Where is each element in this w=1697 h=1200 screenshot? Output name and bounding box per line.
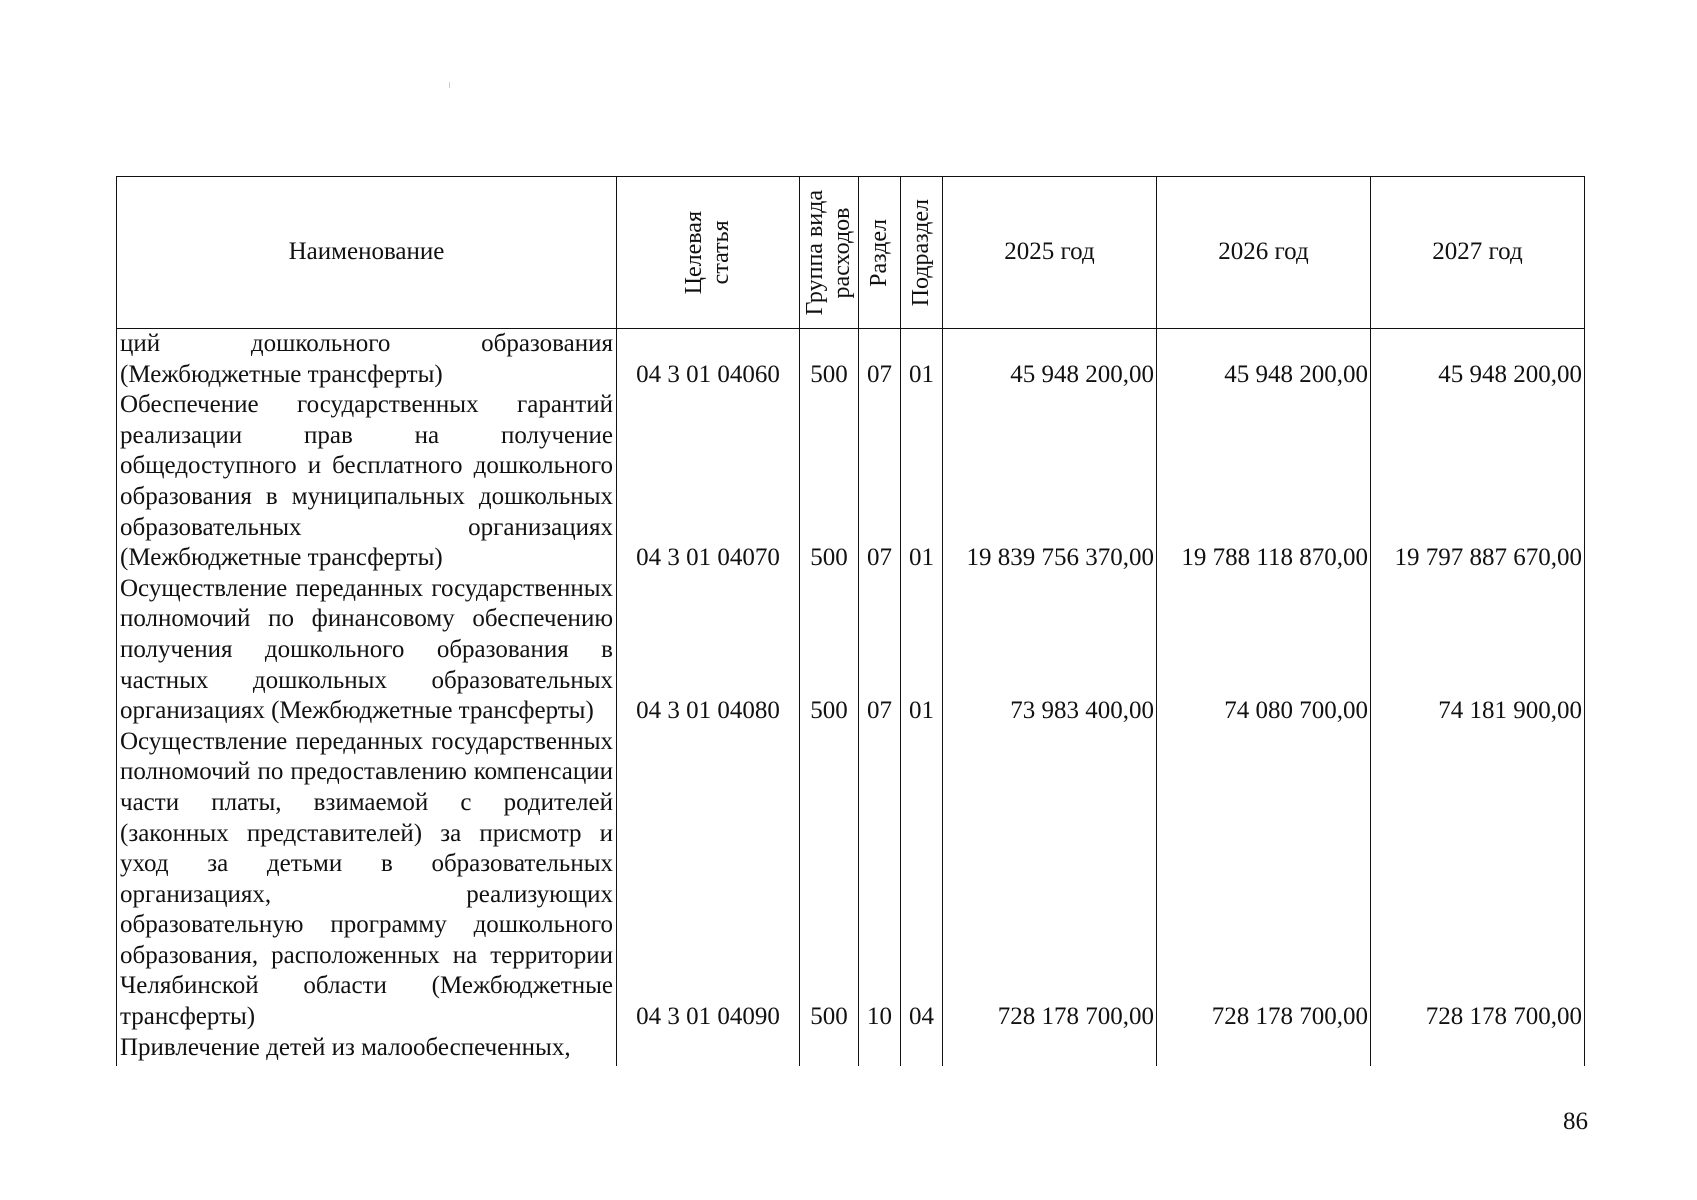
row-target-article (617, 1033, 800, 1066)
header-subsection-label: Подраздел (908, 198, 934, 307)
header-section (859, 177, 901, 329)
row-section (859, 1033, 901, 1066)
row-expense-group: 500 (800, 390, 859, 574)
row-target-article: 04 3 01 04060 (617, 329, 800, 391)
row-section: 07 (859, 329, 901, 391)
row-section: 10 (859, 727, 901, 1033)
row-amount-2027: 45 948 200,00 (1371, 329, 1585, 391)
row-amount-2026: 74 080 700,00 (1157, 574, 1371, 727)
row-target-article: 04 3 01 04070 (617, 390, 800, 574)
table-row (117, 390, 1585, 574)
row-name: ций дошкольного образования (Межбюджетные трансферты) (117, 329, 617, 391)
row-expense-group: 500 (800, 574, 859, 727)
row-amount-2025: 728 178 700,00 (943, 727, 1157, 1033)
header-expense-group (800, 177, 859, 329)
row-expense-group: 500 (800, 727, 859, 1033)
row-amount-2027: 728 178 700,00 (1371, 727, 1585, 1033)
header-expense-line1: Группа вида (802, 189, 828, 316)
page-number: 86 (1563, 1108, 1588, 1135)
header-year-2027: 2027 год (1371, 177, 1585, 329)
header-target-article (617, 177, 800, 329)
scan-artifact (449, 82, 450, 88)
header-target-line1: Целевая (681, 210, 707, 295)
row-expense-group: 500 (800, 329, 859, 391)
table-row (117, 1033, 1585, 1066)
header-target-line2: статья (708, 220, 734, 285)
row-amount-2025: 73 983 400,00 (943, 574, 1157, 727)
row-amount-2026: 19 788 118 870,00 (1157, 390, 1371, 574)
row-amount-2027 (1371, 1033, 1585, 1066)
row-section: 07 (859, 574, 901, 727)
row-amount-2025 (943, 1033, 1157, 1066)
header-section-label: Раздел (866, 218, 892, 287)
row-expense-group (800, 1033, 859, 1066)
row-name: Обеспечение государственных гарантий реализации прав на получение общедоступного и бесплатного дошкольного образования в муниципальных дошкольных образовательных организациях (Межбюджетные трансферты) (117, 390, 617, 574)
budget-table (116, 176, 1585, 1066)
row-subsection: 04 (901, 727, 943, 1033)
table-row (117, 574, 1585, 727)
header-year-2025: 2025 год (943, 177, 1157, 329)
row-amount-2027: 74 181 900,00 (1371, 574, 1585, 727)
header-subsection (901, 177, 943, 329)
row-amount-2027: 19 797 887 670,00 (1371, 390, 1585, 574)
row-subsection: 01 (901, 390, 943, 574)
row-subsection: 01 (901, 574, 943, 727)
header-expense-line2: расходов (829, 207, 855, 298)
table-row (117, 727, 1585, 1033)
row-section: 07 (859, 390, 901, 574)
row-name: Привлечение детей из малообеспеченных, (117, 1033, 617, 1066)
header-year-2026: 2026 год (1157, 177, 1371, 329)
row-name: Осуществление переданных государственных полномочий по финансовому обеспечению получения дошкольного образования в частных дошкольных образовательных организациях (Межбюджетные трансферты) (117, 574, 617, 727)
row-target-article: 04 3 01 04080 (617, 574, 800, 727)
row-name: Осуществление переданных государственных полномочий по предоставлению компенсации части платы, взимаемой с родителей (законных представителей) за присмотр и уход за детьми в образовательных организациях, реализующих образовательную программу дошкольного образования, расположенных на территории Челябинской области (Межбюджетные трансферты) (117, 727, 617, 1033)
row-target-article: 04 3 01 04090 (617, 727, 800, 1033)
row-amount-2026: 45 948 200,00 (1157, 329, 1371, 391)
row-amount-2026 (1157, 1033, 1371, 1066)
header-row (117, 177, 1585, 329)
row-subsection (901, 1033, 943, 1066)
row-amount-2025: 19 839 756 370,00 (943, 390, 1157, 574)
row-amount-2026: 728 178 700,00 (1157, 727, 1371, 1033)
row-amount-2025: 45 948 200,00 (943, 329, 1157, 391)
table-row (117, 329, 1585, 391)
row-subsection: 01 (901, 329, 943, 391)
header-name: Наименование (117, 177, 617, 329)
